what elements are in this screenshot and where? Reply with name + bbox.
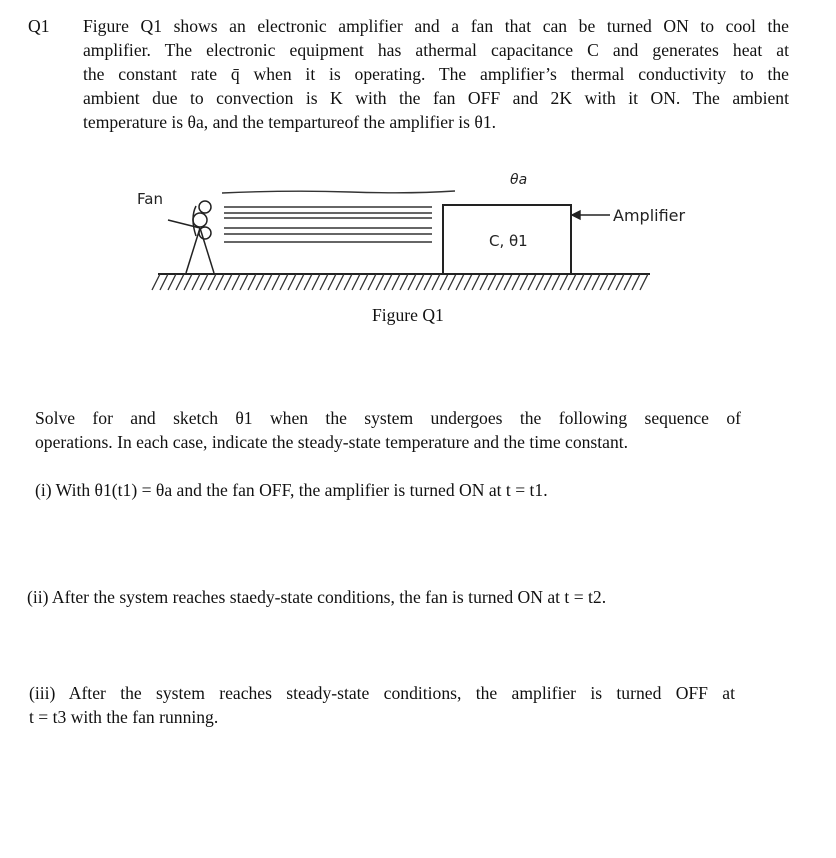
part-iii-line-1: (iii) After the system reaches steady-state conditions, the amplifier is turned OFF at xyxy=(29,683,735,703)
ground-hatching xyxy=(152,274,648,290)
part-iii xyxy=(29,681,735,729)
part-iii-line-2: t = t3 with the fan running. xyxy=(29,707,219,727)
question-line-4: ambient due to convection is K with the fan OFF and 2K with it ON. The ambient xyxy=(83,88,789,108)
question-number: Q1 xyxy=(28,16,50,36)
ambient-temperature-label: θa xyxy=(510,172,528,188)
amplifier-label: Amplifier xyxy=(613,206,686,225)
part-i: (i) With θ1(t1) = θa and the fan OFF, the amplifier is turned ON at t = t1. xyxy=(35,480,548,500)
fan-icon xyxy=(168,201,214,273)
question-line-1: Figure Q1 shows an electronic amplifier and a fan that can be turned ON to cool the xyxy=(83,16,789,36)
question-line-3: the constant rate q̄ when it is operating. The amplifier’s thermal conductivity to the xyxy=(83,64,789,84)
question-line-5: temperature is θa, and the tempartureof the amplifier is θ1. xyxy=(83,112,497,132)
figure-caption: Figure Q1 xyxy=(372,305,444,325)
question-text xyxy=(83,14,789,134)
amplifier-arrow xyxy=(572,211,610,219)
question-line-2: amplifier. The electronic equipment has athermal capacitance C and generates heat at xyxy=(83,40,789,60)
part-ii: (ii) After the system reaches staedy-state conditions, the fan is turned ON at t = t2. xyxy=(27,587,607,607)
solve-instructions xyxy=(35,406,741,454)
airflow-lines xyxy=(222,191,455,242)
figure-q1-diagram xyxy=(0,160,836,300)
capacitance-temperature-label: C, θ1 xyxy=(489,232,528,250)
fan-label: Fan xyxy=(137,190,163,208)
solve-line-1: Solve for and sketch θ1 when the system undergoes the following sequence of xyxy=(35,408,741,428)
solve-line-2: operations. In each case, indicate the steady-state temperature and the time constant. xyxy=(35,432,629,452)
